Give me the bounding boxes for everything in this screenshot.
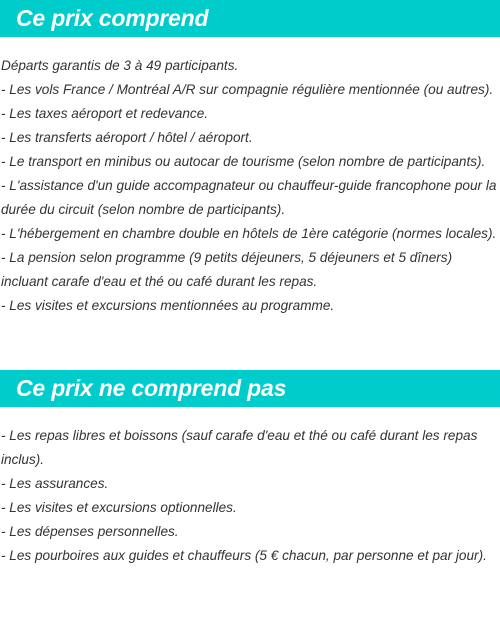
price-excludes-title: Ce prix ne comprend pas [16,375,287,401]
list-item: - Les repas libres et boissons (sauf carafe d'eau et thé ou café durant les repas inclus). [1,428,478,467]
list-item: - Les assurances. [1,476,109,491]
list-item: - Les transferts aéroport / hôtel / aéroport. [1,130,253,145]
price-includes-header [0,0,500,37]
list-item: - Les visites et excursions mentionnées au programme. [1,298,335,313]
list-item: - Le transport en minibus ou autocar de tourisme (selon nombre de participants). [1,154,486,169]
list-item: - Les dépenses personnelles. [1,524,179,539]
list-item: - Les pourboires aux guides et chauffeurs (5 € chacun, par personne et par jour). [1,548,487,563]
price-excludes-list [0,407,500,568]
list-item: - L'assistance d'un guide accompagnateur ou chauffeur-guide francophone pour la durée du circuit (selon nombre de participants). [1,178,497,217]
list-item: - Les vols France / Montréal A/R sur compagnie régulière mentionnée (ou autres). [1,82,494,97]
price-excludes-header [0,370,500,407]
list-item: - La pension selon programme (9 petits déjeuners, 5 déjeuners et 5 dîners) incluant carafe d'eau et thé ou café durant les repas. [1,250,453,289]
price-excludes-section [0,370,500,568]
list-item: - Les visites et excursions optionnelles. [1,500,237,515]
list-item: Départs garantis de 3 à 49 participants. [1,58,239,73]
price-includes-title: Ce prix comprend [16,5,209,31]
list-item: - L'hébergement en chambre double en hôtels de 1ère catégorie (normes locales). [1,226,497,241]
price-includes-list [0,37,500,318]
list-item: - Les taxes aéroport et redevance. [1,106,209,121]
